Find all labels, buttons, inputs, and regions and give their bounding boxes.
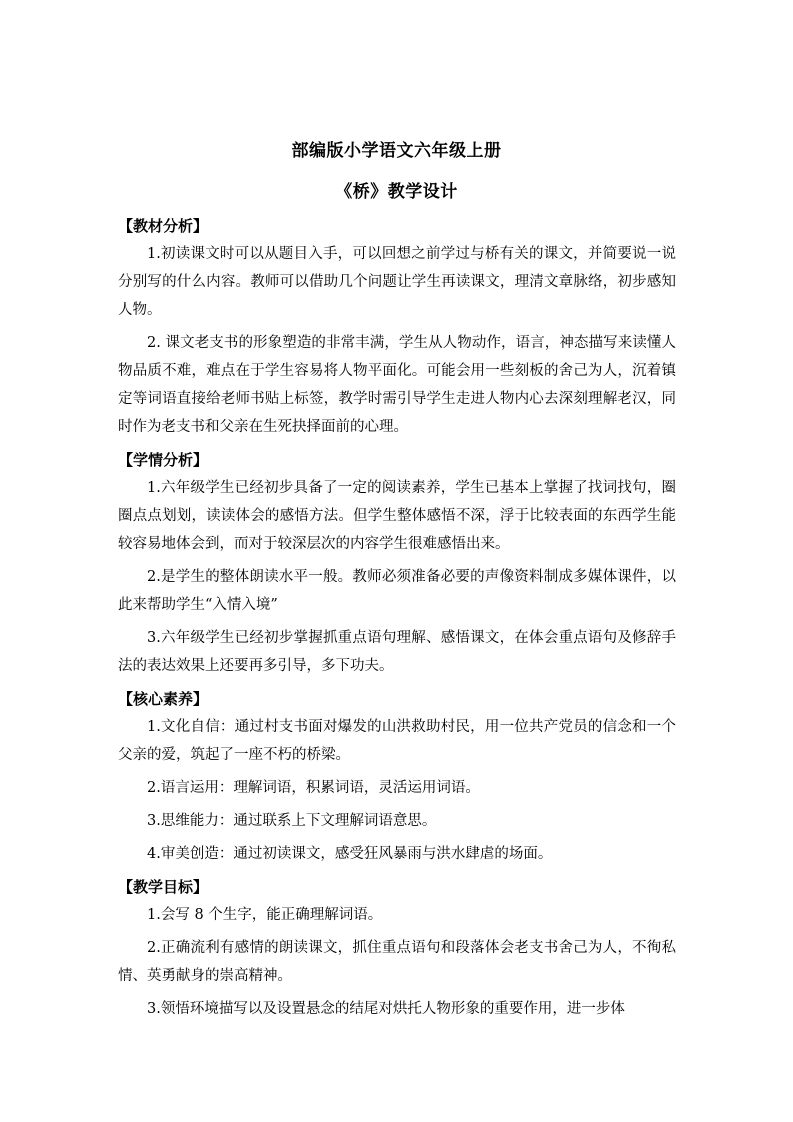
- document-subtitle: 《桥》教学设计: [335, 182, 458, 202]
- document-body: [118, 212, 676, 1028]
- paragraph: 2.正确流利有感情的朗读课文，抓住重点语句和段落体会老支书舍己为人，不徇私情、英勇献身的崇高精神。: [118, 940, 676, 984]
- paragraph: 1.初读课文时可以从题目入手，可以回想之前学过与桥有关的课文，并简要说一说分别写的什么内容。教师可以借助几个问题让学生再读课文，理清文章脉络，初步感知人物。: [118, 246, 676, 318]
- paragraph: 1.文化自信：通过村支书面对爆发的山洪救助村民，用一位共产党员的信念和一个父亲的爱，筑起了一座不朽的桥梁。: [118, 719, 676, 763]
- paragraph: 3.思维能力：通过联系上下文理解词语意思。: [147, 813, 437, 829]
- document-title: 部编版小学语文六年级上册: [291, 141, 502, 161]
- paragraph: 4.审美创造：通过初读课文，感受狂风暴雨与洪水肆虐的场面。: [147, 846, 553, 862]
- paragraph: 1.六年级学生已经初步具备了一定的阅读素养，学生已基本上掌握了找词找句，圈圈点点划划，读读体会的感悟方法。但学生整体感悟不深，浮于比较表面的东西学生能较容易地体会到，而对于较深层次的内容学生很难感悟出来。: [118, 480, 676, 552]
- paragraph: 2.是学生的整体朗读水平一般。教师必须准备必要的声像资料制成多媒体课件，以此来帮助学生“入情入境”: [118, 569, 676, 613]
- paragraph: 3.六年级学生已经初步掌握抓重点语句理解、感悟课文，在体会重点语句及修辞手法的表达效果上还要再多引导，多下功夫。: [118, 630, 676, 674]
- section-heading-student-analysis: 【学情分析】: [118, 451, 209, 469]
- paragraph: 2.语言运用：理解词语，积累词语，灵活运用词语。: [147, 780, 480, 796]
- paragraph: 3.领悟环境描写以及设置悬念的结尾对烘托人物形象的重要作用，进一步体: [147, 1001, 625, 1017]
- section-heading-textbook-analysis: 【教材分析】: [118, 217, 209, 235]
- section-heading-teaching-objectives: 【教学目标】: [118, 878, 209, 896]
- paragraph: 1.会写 8 个生字，能正确理解词语。: [147, 907, 383, 923]
- section-heading-core-literacy: 【核心素养】: [118, 690, 209, 708]
- paragraph: 2. 课文老支书的形象塑造的非常丰满，学生从人物动作，语言，神态描写来读懂人物品质不难，难点在于学生容易将人物平面化。可能会用一些刻板的舍己为人，沉着镇定等词语直接给老师书贴上标签，教学时需引导学生走进人物内心去深刻理解老汉，同时作为老支书和父亲在生死抉择面前的心理。: [118, 335, 676, 435]
